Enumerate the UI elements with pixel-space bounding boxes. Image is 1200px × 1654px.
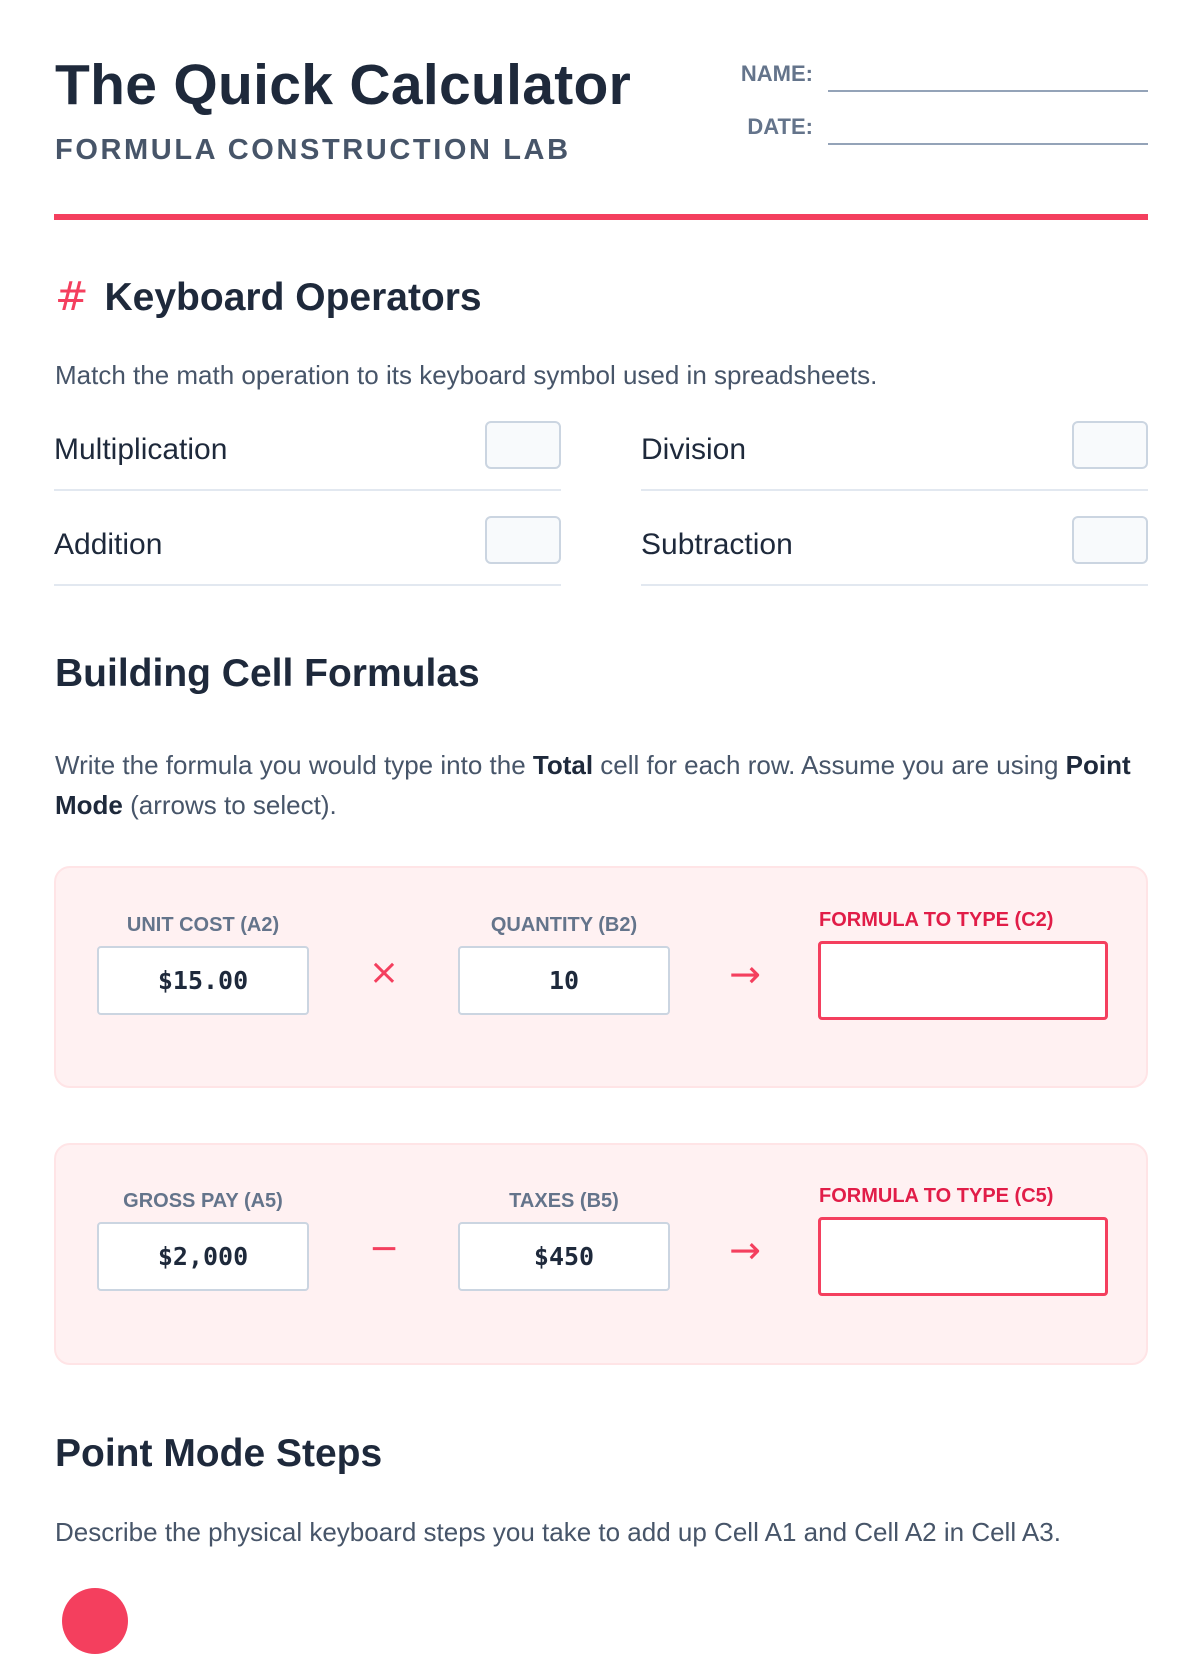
right-cell-label: TAXES (B5) [509,1190,619,1212]
header-divider [54,214,1148,220]
left-cell-label: GROSS PAY (A5) [123,1190,283,1212]
operator-answer-box[interactable] [485,421,561,469]
date-label: DATE: [747,114,813,139]
step-number-badge [62,1588,128,1654]
hash-icon: # [55,274,89,320]
page-subtitle: FORMULA CONSTRUCTION LAB [55,134,571,166]
arrow-right-icon: → [729,1228,761,1272]
operator-label: Multiplication [54,433,228,466]
answer-label: FORMULA TO TYPE (C2) [819,909,1054,931]
left-cell-value: $2,000 [97,1222,309,1291]
point-mode-instructions: Describe the physical keyboard steps you take to add up Cell A1 and Cell A2 in Cell A3. [55,1517,1061,1547]
formula-card [54,1143,1148,1365]
operator-row-multiplication [54,421,561,491]
date-field[interactable] [828,143,1148,145]
name-label: NAME: [740,61,813,86]
right-cell-label: QUANTITY (B2) [490,914,638,936]
operator-label: Subtraction [641,528,793,561]
operator-answer-box[interactable] [485,516,561,564]
intro-text: (arrows to select). [122,790,337,820]
intro-text: Write the formula you would type into the [55,750,533,780]
answer-label: FORMULA TO TYPE (C5) [819,1185,1054,1207]
intro-text: cell for each row. Assume you are using [593,750,1066,780]
formulas-instructions [55,745,1155,825]
arrow-right-icon: → [729,952,761,996]
operator-row-addition [54,516,561,586]
operator-label: Addition [54,528,163,561]
formulas-heading: Building Cell Formulas [55,652,480,695]
minus-icon: − [368,1228,400,1269]
left-cell-label: UNIT COST (A2) [126,914,280,936]
intro-bold-point-mode: Point Mode [55,750,1131,820]
operators-heading [55,274,482,320]
operator-answer-box[interactable] [1072,516,1148,564]
operators-instructions: Match the math operation to its keyboard symbol used in spreadsheets. [55,360,878,390]
formula-answer-box[interactable] [818,941,1108,1020]
operator-answer-box[interactable] [1072,421,1148,469]
point-mode-heading: Point Mode Steps [55,1432,383,1475]
right-cell-value: 10 [458,946,670,1015]
formula-card [54,866,1148,1088]
intro-bold-total: Total [532,750,594,780]
multiply-icon: × [368,952,400,993]
operator-label: Division [641,433,747,466]
right-cell-value: $450 [458,1222,670,1291]
formula-answer-box[interactable] [818,1217,1108,1296]
left-cell-value: $15.00 [97,946,309,1015]
operators-heading-text: Keyboard Operators [104,276,482,319]
name-field[interactable] [828,90,1148,92]
operator-row-subtraction [641,516,1148,586]
page-title: The Quick Calculator [55,53,632,117]
operator-row-division [641,421,1148,491]
